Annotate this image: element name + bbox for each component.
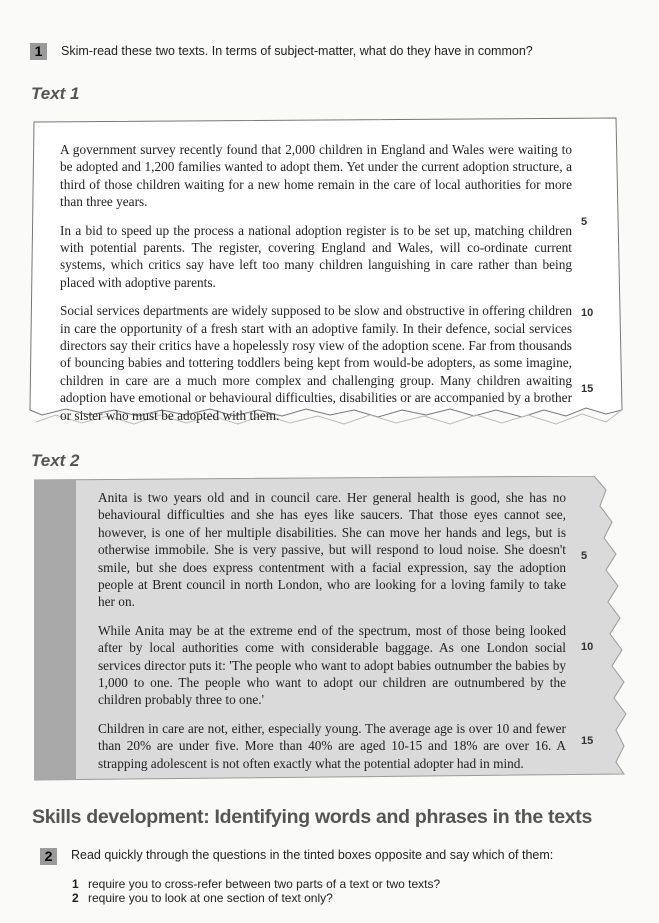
- list-item-number: 1: [72, 877, 79, 891]
- list-item-text: require you to look at one section of text only?: [88, 891, 333, 905]
- text2-paragraph-2: While Anita may be at the extreme end of the spectrum, most of those being looked after by local authorities come with considerable baggage. As one London social services director puts it: 'The people who want to adopt babies outnumber the babies by 1,000 to one. The people who want to adopt our children are outnumbered by the children probably three to one.': [98, 622, 566, 708]
- line-number: 15: [581, 735, 594, 747]
- question-number: 2: [40, 848, 57, 865]
- text1-heading: Text 1: [31, 84, 80, 103]
- line-number: 5: [581, 550, 588, 562]
- line-number: 15: [581, 383, 594, 395]
- text1-body: [60, 141, 572, 435]
- list-item: [72, 877, 440, 891]
- text2-paragraph-1: Anita is two years old and in council care. Her general health is good, she has no behavioural difficulties and she has eyes like saucers. That those eyes cannot see, however, is one of her multiple disabilities. She can move her hands and legs, but is otherwise immobile. She is very passive, but will respond to loud noise. She doesn't smile, but she does express contentment with a facial expression, say the adoption people at Brent council in north London, who are looking for a loving family to take her on.: [98, 490, 566, 610]
- text2-body: [98, 489, 566, 783]
- line-number: 5: [581, 216, 588, 228]
- text1-paragraph-3: Social services departments are widely supposed to be slow and obstructive in offering children in care the opportunity of a fresh start with an adoptive family. In their defence, social services directors say their critics have a hopelessly rosy view of the adoption scene. Far from thousands of bouncing babies and tottering toddlers being kept from would-be adopters, as some imagine, children in care are a much more complex and challenging group. Many children awaiting adoption have emotional or behavioural difficulties, disabilities or are accompanied by a brother or sister who must be adopted with them.: [60, 303, 572, 423]
- list-item-number: 2: [72, 891, 79, 905]
- question-text: Read quickly through the questions in the tinted boxes opposite and say which of them:: [71, 848, 554, 862]
- text1-paragraph-1: A government survey recently found that 2,000 children in England and Wales were waiting to be adopted and 1,200 families wanted to adopt them. Yet under the current adoption structure, a third of those children waiting for a new home remain in the care of local authorities for more than three years.: [60, 142, 572, 210]
- list-item-text: require you to cross-refer between two parts of a text or two texts?: [88, 877, 441, 891]
- text2-paragraph-3: Children in care are not, either, especially young. The average age is over 10 and fewer than 20% are under five. More than 40% are aged 10-15 and 18% are over 16. A strapping adolescent is not often exactly what the potential adopter had in mind.: [98, 720, 566, 771]
- question-number: 1: [30, 43, 47, 60]
- line-number: 10: [581, 641, 594, 653]
- list-item: [72, 891, 333, 905]
- line-number: 10: [581, 307, 594, 319]
- text2-heading: Text 2: [31, 451, 80, 470]
- text1-paragraph-2: In a bid to speed up the process a national adoption register is to be set up, matching children with potential parents. The register, covering England and Wales, will co-ordinate current systems, which critics say have left too many children languishing in care rather than being placed with adoptive parents.: [60, 222, 572, 290]
- skills-heading: Skills development: Identifying words and phrases in the texts: [32, 806, 593, 828]
- question-text: Skim-read these two texts. In terms of subject-matter, what do they have in common?: [61, 44, 533, 58]
